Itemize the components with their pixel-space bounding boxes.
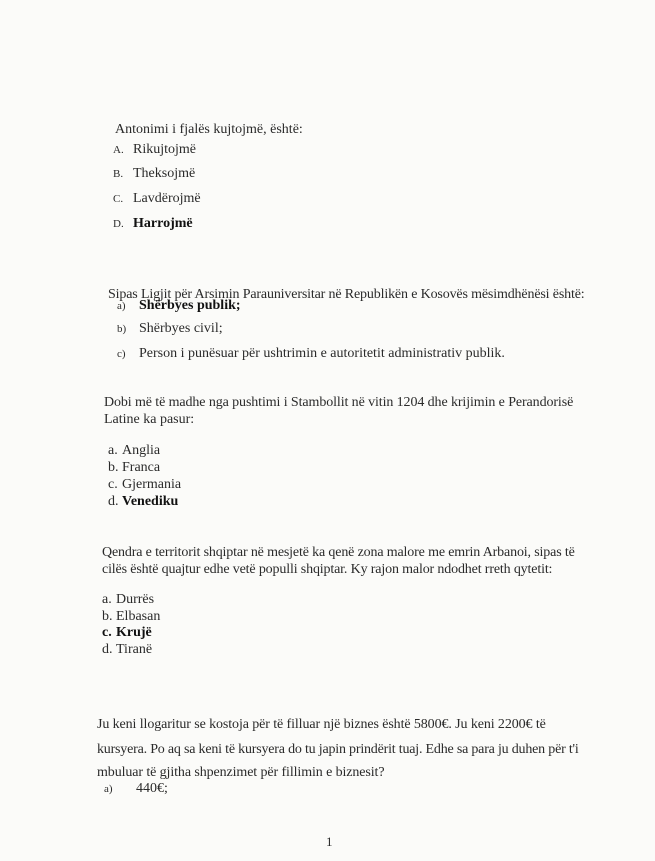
option-letter: b) (117, 323, 127, 335)
question-5-text-line-3: mbuluar të gjitha shpenzimet për fillimin e biznesit? (97, 765, 385, 780)
question-3-text-line-1: Dobi më të madhe nga pushtimi i Stambollit në vitin 1204 dhe krijimin e Perandorisë (104, 395, 574, 410)
option-letter: D. (113, 218, 124, 230)
option-letter: a) (104, 783, 113, 795)
option-text: Person i punësuar për ushtrimin e autoritetit administrativ publik. (139, 346, 505, 361)
option-text: Tiranë (116, 642, 153, 657)
question-4-option-a (102, 591, 154, 608)
question-1-option-b (113, 165, 195, 183)
question-1-option-d (113, 215, 193, 233)
question-4-option-b (102, 608, 160, 625)
question-3-text-line-2: Latine ka pasur: (104, 412, 195, 427)
option-text: Durrës (116, 592, 155, 607)
option-letter: d. (102, 642, 113, 657)
question-4-option-d (102, 641, 152, 658)
question-3-option-d (108, 493, 178, 510)
option-letter: a. (108, 443, 118, 458)
option-text: Rikujtojmë (133, 142, 196, 157)
question-4-text-line-1: Qendra e territorit shqiptar në mesjetë ka qenë zona malore me emrin Arbanoi, sipas të (102, 545, 575, 560)
option-letter: c. (102, 625, 112, 640)
question-5-text-line-1: Ju keni llogaritur se kostoja për të filluar një biznes është 5800€. Ju keni 2200€ të (97, 717, 546, 732)
option-text: Anglia (122, 443, 161, 458)
option-letter: c. (108, 477, 118, 492)
question-3-option-c (108, 476, 181, 493)
option-letter: a) (117, 300, 126, 312)
option-letter: c) (117, 348, 126, 360)
question-5-option-a (104, 780, 168, 798)
option-letter: d. (108, 494, 119, 509)
option-text: Theksojmë (133, 166, 196, 181)
question-4-option-c (102, 624, 152, 641)
option-text: Gjermania (122, 477, 182, 492)
question-2-text: Sipas Ligjit për Arsimin Parauniversitar në Republikën e Kosovës mësimdhënësi është: (108, 287, 585, 302)
option-letter: A. (113, 144, 124, 156)
option-text: 440€; (136, 781, 168, 796)
question-2-option-c (117, 345, 505, 363)
option-text-correct: Krujë (116, 625, 152, 640)
question-5-text-line-2: kursyera. Po aq sa keni të kursyera do tu japin prindërit tuaj. Edhe sa para ju duhen për t'i (97, 742, 579, 757)
option-letter: C. (113, 193, 124, 205)
question-2-option-a (117, 297, 241, 315)
option-text-correct: Harrojmë (133, 216, 193, 231)
question-1-option-c (113, 190, 201, 208)
question-1-text: Antonimi i fjalës kujtojmë, është: (115, 122, 303, 137)
option-text-correct: Venediku (122, 494, 179, 509)
option-text: Shërbyes civil; (139, 321, 223, 336)
option-letter: a. (102, 592, 112, 607)
question-3-option-b (108, 459, 160, 476)
option-text: Franca (122, 460, 161, 475)
option-letter: b. (108, 460, 119, 475)
option-text: Lavdërojmë (133, 191, 201, 206)
option-letter: b. (102, 609, 113, 624)
option-text: Elbasan (116, 609, 161, 624)
question-1-option-a (113, 141, 196, 159)
page-number: 1 (326, 834, 333, 849)
question-2-option-b (117, 320, 223, 338)
question-4-text-line-2: cilës është quajtur edhe vetë populli shqiptar. Ky rajon malor ndodhet rreth qytetit: (102, 562, 553, 577)
option-text-correct: Shërbyes publik; (139, 298, 241, 313)
question-3-option-a (108, 442, 160, 459)
option-letter: B. (113, 168, 124, 180)
